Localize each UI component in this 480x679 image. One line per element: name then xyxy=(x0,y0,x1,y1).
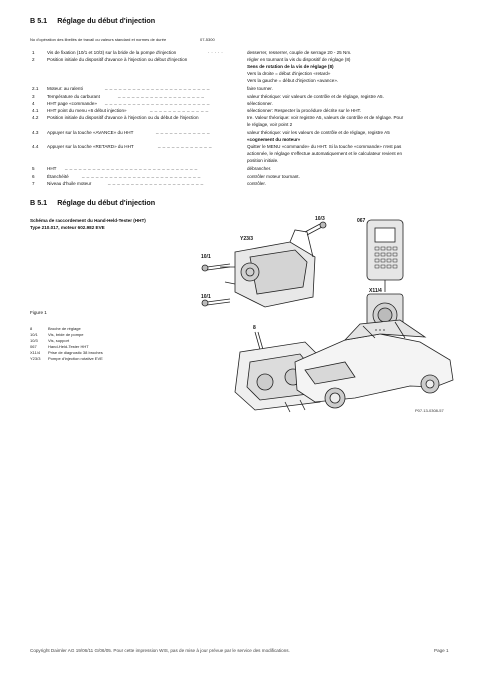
section-title: Réglage du début d'injection xyxy=(57,198,156,207)
step-value: position initiale. xyxy=(247,158,279,163)
step-number: 4 xyxy=(32,101,35,106)
fig-label: Y23/3 xyxy=(240,236,254,242)
step-text: HHT point du menu «6 début injection» xyxy=(47,108,127,113)
step-text: Étanchéité xyxy=(47,174,69,179)
leader-dots: _ _ _ _ _ _ _ _ _ _ _ _ _ _ _ _ _ _ _ _ _ _ _ xyxy=(105,85,210,90)
step-value: le réglage, voir point 2 xyxy=(247,122,293,127)
rotation-title: Sens de rotation de la vis de réglage (8) xyxy=(247,64,334,69)
fig-label: 10/1 xyxy=(201,254,211,260)
step-value: valeur théorique: voir les valeurs de contrôle et de réglage, registre A5 xyxy=(247,130,390,135)
step-text: Appuyer sur la touche «AVANCE» du HHT xyxy=(47,130,134,135)
step-value: Ire. Valeur théorique: voir registre A5, valeurs de contrôle et de réglage. Pour xyxy=(247,115,404,120)
operation-line: No d'opération des libellés de travail ou valeurs standard et normes de durée xyxy=(30,37,167,42)
legend-code: 10/3 xyxy=(30,338,38,343)
legend-code: 067 xyxy=(30,344,37,349)
step-text: HHT page «commande» xyxy=(47,101,97,106)
step-text: Niveau d'huile moteur xyxy=(47,181,92,186)
operation-code: 07-5300 xyxy=(200,37,215,42)
step-number: 2.1 xyxy=(32,86,39,91)
leader-dots: _ _ _ _ _ _ _ _ _ _ _ _ _ _ _ _ _ _ _ _ _ _ _ _ _ _ _ _ _ xyxy=(65,165,198,170)
step-text: Appuyer sur la touche «RETARD» du HHT xyxy=(47,144,134,149)
step-value: desserrer, resserrer, couple de serrage 20 - 25 Nm. xyxy=(247,50,352,55)
rotation-line: Vers la gauche = début d'injection «avance». xyxy=(247,78,339,83)
legend-text: Prise de diagnostic 38 broches xyxy=(48,350,103,355)
step-number: 5 xyxy=(32,166,35,171)
fig-label: X11/4 xyxy=(369,288,382,294)
step-number: 1 xyxy=(32,50,35,55)
step-text: Température du carburant xyxy=(47,94,100,99)
legend-text: Vis, bride de pompe xyxy=(48,332,84,337)
step-number: 4.2 xyxy=(32,115,39,120)
legend-code: X11/4 xyxy=(30,350,41,355)
step-text: HHT xyxy=(47,166,57,171)
fig-label: 067 xyxy=(357,218,366,224)
legend-code: 8 xyxy=(30,326,33,331)
leader-dots: _ _ _ _ _ _ _ _ _ _ _ _ _ _ _ _ _ _ _ _ _ xyxy=(108,180,204,185)
step-text: Moteur: au ralenti xyxy=(47,86,83,91)
step-value: faire tourner. xyxy=(247,86,273,91)
section-title: Réglage du début d'injection xyxy=(57,16,156,25)
leader-dots: _ _ _ _ _ _ _ _ _ _ _ _ xyxy=(156,129,210,134)
step-value: contrôler. xyxy=(247,181,266,186)
connection-diagram xyxy=(195,212,467,417)
fig-label: 10/1 xyxy=(201,294,211,300)
step-number: 4.4 xyxy=(32,144,39,149)
rotation-line: Vers la droite = début d'injection «retard» xyxy=(247,71,331,76)
figure-label: Figure 1 xyxy=(30,310,47,315)
schema-subtitle: Type 210.017, moteur 602.982 EVE xyxy=(30,225,105,230)
figure-reference: P07.13-0308-57 xyxy=(415,408,444,413)
section-heading-top xyxy=(30,16,155,25)
step-number: 4.3 xyxy=(32,130,39,135)
leader-dots: _ _ _ _ _ _ _ _ _ _ _ _ _ _ _ _ _ _ _ _ _ _ _ xyxy=(105,100,210,105)
legend-code: 10/1 xyxy=(30,332,38,337)
step-number: 3 xyxy=(32,94,35,99)
legend-text: Broche de réglage xyxy=(48,326,81,331)
step-value: régler en tournant la vis du dispositif de réglage (8) xyxy=(247,57,351,62)
step-value: contrôler moteur tournant. xyxy=(247,174,300,179)
section-number: B 5.1 xyxy=(30,198,48,207)
fig-label: 10/3 xyxy=(315,216,325,222)
step-number: 6 xyxy=(32,174,35,179)
leader-dots: _ _ _ _ _ _ _ _ _ _ _ _ _ xyxy=(150,107,209,112)
step-value: débrancher. xyxy=(247,166,272,171)
step-value: «cognement du moteur» xyxy=(247,137,301,142)
step-number: 4.1 xyxy=(32,108,39,113)
step-value: sélectionner. xyxy=(247,101,273,106)
schema-title: Schéma de raccordement du Hand-Held-Tester (HHT) xyxy=(30,218,146,223)
legend-text: Pompe d'injection rotative EVE xyxy=(48,356,103,361)
fig-label: 8 xyxy=(253,325,256,331)
legend-text: Hand-Held-Tester HHT xyxy=(48,344,89,349)
step-value: sélectionner: Respecter la procédure décrite sur le HHT. xyxy=(247,108,362,113)
step-value: actionnée, le réglage s'effectue automatiquement et le calculateur revient en xyxy=(247,151,403,156)
diagram-illustration xyxy=(195,212,467,417)
step-value: valeur théorique: voir valeurs de contrôle et de réglage, registre A5. xyxy=(247,94,384,99)
leader-dots: . . . . . xyxy=(208,49,224,54)
step-value: Quitter le MENU «commande» du HHT. Si la touche «commande» n'est pas xyxy=(247,144,402,149)
section-number: B 5.1 xyxy=(30,16,48,25)
leader-dots: _ _ _ _ _ _ _ _ _ _ _ _ xyxy=(158,143,212,148)
page-number: Page 1 xyxy=(434,648,449,653)
step-text: Vis de fixation (10/1 et 10/3) sur la bride de la pompe d'injection xyxy=(47,50,177,55)
step-number: 2 xyxy=(32,57,35,62)
step-text: Position initiale du dispositif d'avance à l'injection ou du début de l'injection xyxy=(47,115,199,120)
leader-dots: _ _ _ _ _ _ _ _ _ _ _ _ _ _ _ _ _ _ _ xyxy=(118,93,205,98)
legend-code: Y23/3 xyxy=(30,356,41,361)
step-text: Position initiale du dispositif d'avance à l'injection ou début d'injection xyxy=(47,57,188,62)
copyright-footer: Copyright Daimler AG 19/06/11 G/06/05. Pour cette impression WIS, pas de mise à jour prévue par le service des modifications. xyxy=(30,648,290,653)
section-heading-bottom xyxy=(30,198,155,207)
legend-text: Vis, support xyxy=(48,338,70,343)
step-number: 7 xyxy=(32,181,35,186)
leader-dots: _ _ _ _ _ _ _ _ _ _ _ _ _ _ _ _ _ _ _ _ _ _ _ _ _ _ xyxy=(82,173,201,178)
